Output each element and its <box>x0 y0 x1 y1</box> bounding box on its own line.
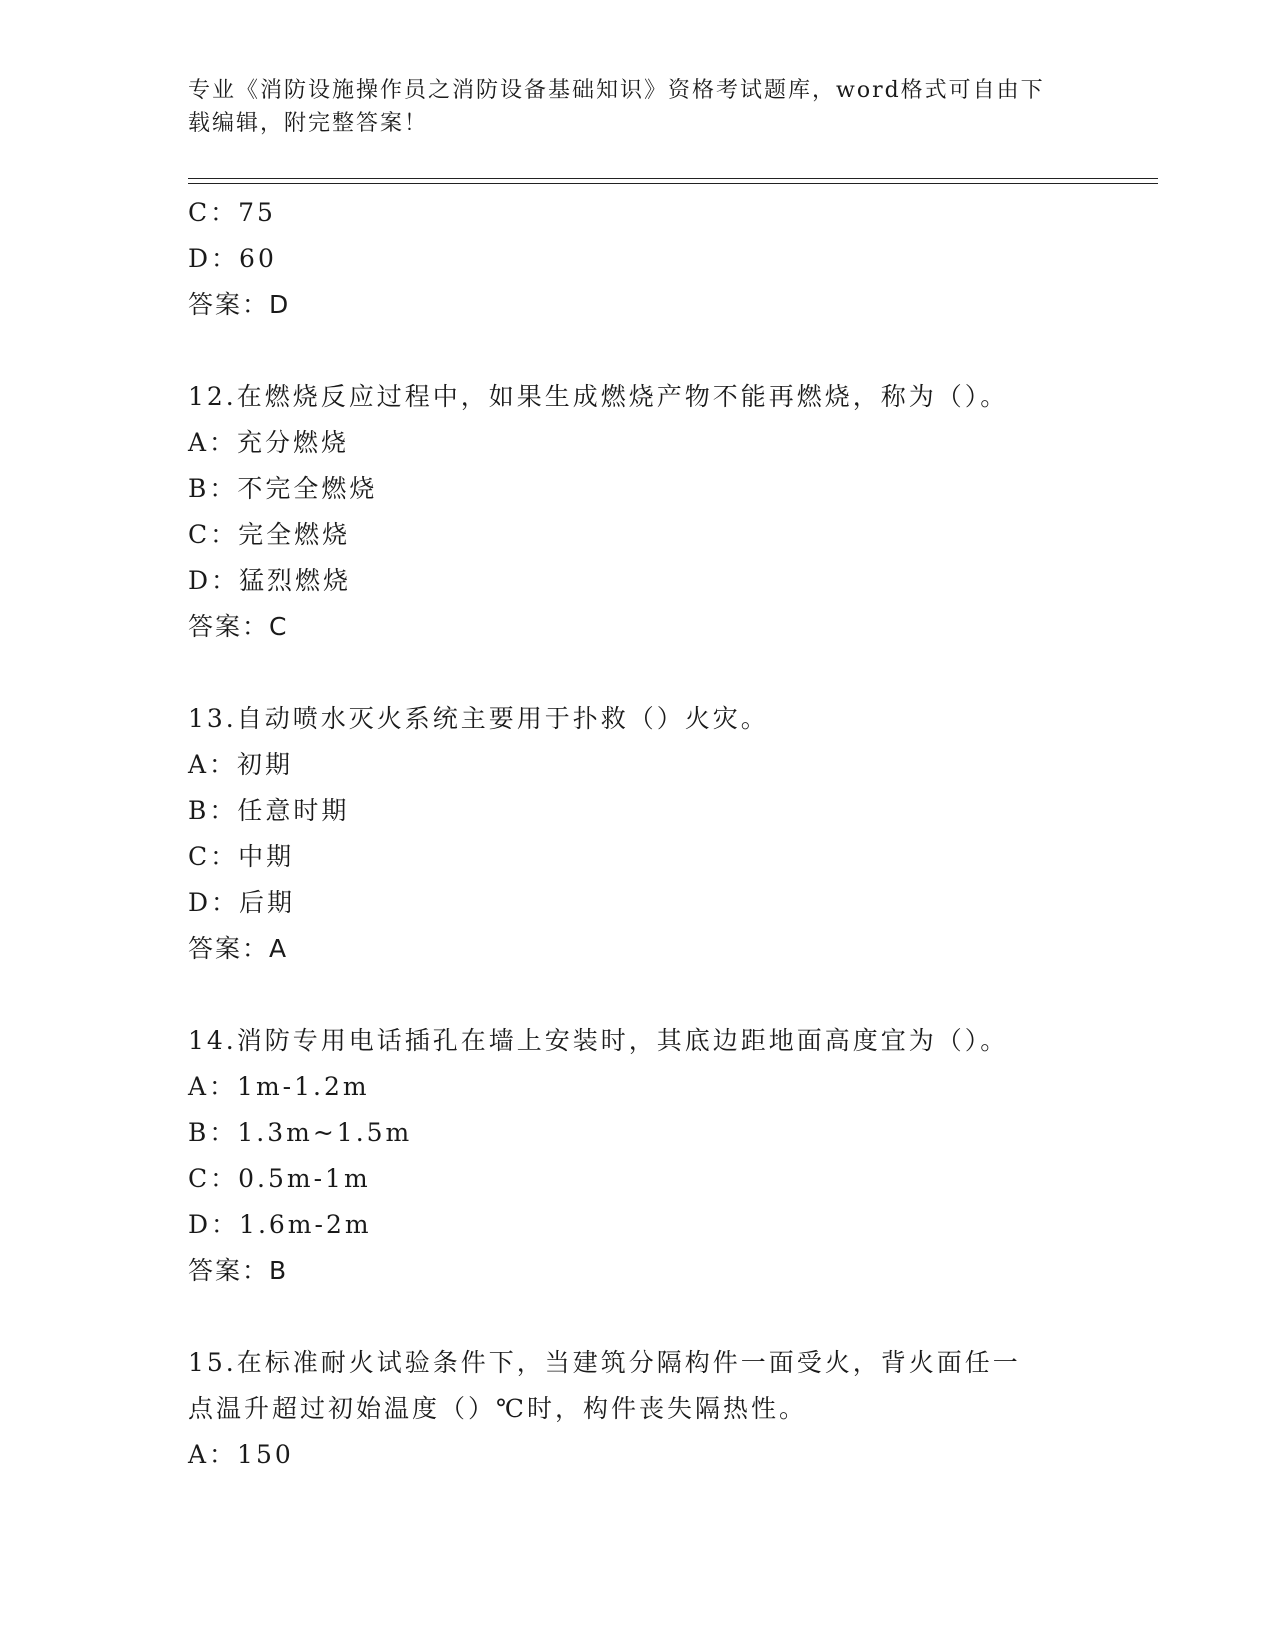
option-d: D：1.6m-2m <box>188 1210 372 1239</box>
spacer <box>188 972 1088 1018</box>
option-a: A：充分燃烧 <box>188 428 350 457</box>
option-c: C：75 <box>188 198 276 227</box>
question-stem: 14.消防专用电话插孔在墙上安装时，其底边距地面高度宜为（）。 <box>188 1026 1009 1055</box>
question-block-15 <box>188 1340 1088 1478</box>
question-list <box>188 190 1088 1478</box>
option-a: A：1m-1.2m <box>188 1072 370 1101</box>
question-block-13 <box>188 696 1088 972</box>
option-d: D：后期 <box>188 888 296 917</box>
question-stem: 13.自动喷水灭火系统主要用于扑救（）火灾。 <box>188 704 769 733</box>
option-b: B：任意时期 <box>188 796 350 825</box>
option-a: A：150 <box>188 1440 294 1469</box>
answer-line: 答案：D <box>188 290 291 319</box>
option-b: B：不完全燃烧 <box>188 474 378 503</box>
spacer <box>188 328 1088 374</box>
question-block-12 <box>188 374 1088 650</box>
option-d: D：60 <box>188 244 277 273</box>
option-c: C：完全燃烧 <box>188 520 351 549</box>
question-block-prev <box>188 190 1088 328</box>
spacer <box>188 1294 1088 1340</box>
header-text: 专业《消防设施操作员之消防设备基础知识》资格考试题库，word格式可自由下载编辑，附完整答案！ <box>188 78 1045 136</box>
answer-line: 答案：B <box>188 1256 289 1285</box>
question-stem: 12.在燃烧反应过程中，如果生成燃烧产物不能再燃烧，称为（）。 <box>188 382 1009 411</box>
answer-line: 答案：C <box>188 612 289 641</box>
option-b: B：1.3m~1.5m <box>188 1118 413 1147</box>
option-d: D：猛烈燃烧 <box>188 566 352 595</box>
option-a: A：初期 <box>188 750 294 779</box>
answer-line: 答案：A <box>188 934 289 963</box>
header-rule-top <box>188 178 1158 179</box>
header-rule-bottom <box>188 183 1158 184</box>
option-c: C：中期 <box>188 842 295 871</box>
question-stem: 15.在标准耐火试验条件下，当建筑分隔构件一面受火，背火面任一点温升超过初始温度（）℃时，构件丧失隔热性。 <box>188 1348 1021 1423</box>
option-c: C：0.5m-1m <box>188 1164 371 1193</box>
document-header <box>188 74 1068 140</box>
spacer <box>188 650 1088 696</box>
question-block-14 <box>188 1018 1088 1294</box>
